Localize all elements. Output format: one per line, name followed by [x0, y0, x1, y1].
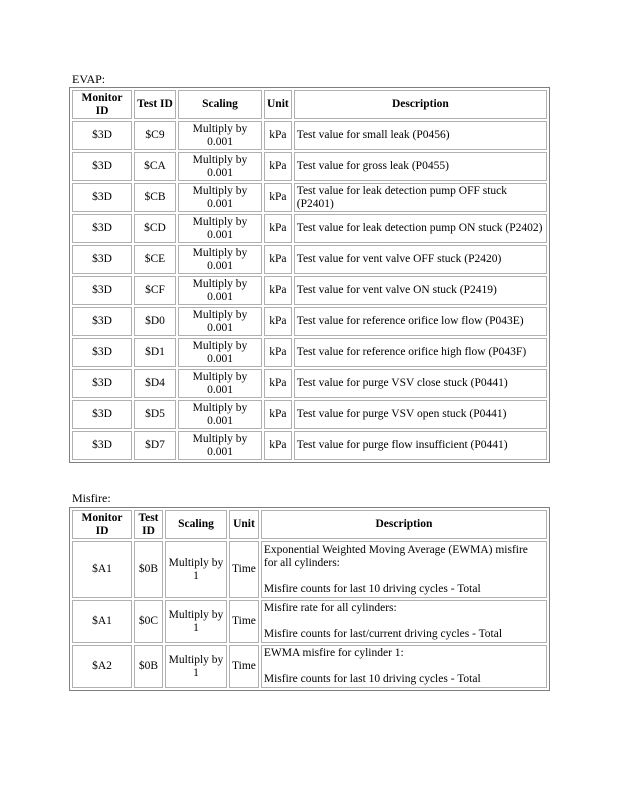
description-cell: Test value for vent valve OFF stuck (P2420)	[294, 245, 547, 274]
unit-cell: Time	[229, 541, 259, 598]
test-id-cell: $0C	[134, 600, 163, 643]
table-row	[72, 400, 547, 429]
header-description: Description	[294, 90, 547, 119]
header-monitor-id: Monitor ID	[72, 510, 132, 539]
test-id-cell: $D4	[134, 369, 176, 398]
table-row	[72, 338, 547, 367]
test-id-cell: $0B	[134, 541, 163, 598]
description-cell: Test value for purge flow insufficient (P0441)	[294, 431, 547, 460]
misfire-table	[69, 507, 550, 691]
table-row	[72, 307, 547, 336]
monitor-id-cell: $3D	[72, 431, 132, 460]
table-row	[72, 369, 547, 398]
description-cell	[261, 600, 547, 643]
monitor-id-cell: $3D	[72, 369, 132, 398]
header-scaling: Scaling	[178, 90, 262, 119]
monitor-id-cell: $A1	[72, 541, 132, 598]
test-id-cell: $CE	[134, 245, 176, 274]
unit-cell: kPa	[264, 245, 292, 274]
description-cell: Test value for gross leak (P0455)	[294, 152, 547, 181]
header-unit: Unit	[229, 510, 259, 539]
unit-cell: Time	[229, 600, 259, 643]
unit-cell: kPa	[264, 121, 292, 150]
unit-cell: kPa	[264, 152, 292, 181]
blank-line	[264, 615, 544, 628]
monitor-id-cell: $3D	[72, 214, 132, 243]
test-id-cell: $CF	[134, 276, 176, 305]
scaling-cell: Multiply by 0.001	[178, 431, 262, 460]
description-cell: Test value for small leak (P0456)	[294, 121, 547, 150]
test-id-cell: $D0	[134, 307, 176, 336]
test-id-cell: $D7	[134, 431, 176, 460]
table-row	[72, 121, 547, 150]
header-test-id: Test ID	[134, 90, 176, 119]
description-cell: Test value for reference orifice low flow (P043E)	[294, 307, 547, 336]
monitor-id-cell: $A1	[72, 600, 132, 643]
description-line: Misfire counts for last 10 driving cycles - Total	[263, 582, 481, 595]
monitor-id-cell: $3D	[72, 338, 132, 367]
unit-cell: kPa	[264, 338, 292, 367]
description-line: EWMA misfire for cylinder 1:	[263, 647, 404, 659]
description-cell: Test value for leak detection pump ON stuck (P2402)	[294, 214, 547, 243]
evap-section-label: EVAP:	[72, 72, 106, 86]
monitor-id-cell: $3D	[72, 152, 132, 181]
table-row	[72, 431, 547, 460]
description-line: Misfire rate for all cylinders:	[263, 602, 397, 614]
description-cell: Test value for purge VSV open stuck (P0441)	[294, 400, 547, 429]
misfire-section-label: Misfire:	[72, 491, 111, 505]
description-cell	[261, 645, 547, 688]
header-test-id: Test ID	[134, 510, 163, 539]
monitor-id-cell: $3D	[72, 183, 132, 212]
scaling-cell: Multiply by 0.001	[178, 400, 262, 429]
unit-cell: kPa	[264, 431, 292, 460]
table-row	[72, 541, 547, 598]
scaling-cell: Multiply by 0.001	[178, 183, 262, 212]
blank-line	[264, 570, 544, 583]
table-row	[72, 183, 547, 212]
monitor-id-cell: $3D	[72, 400, 132, 429]
monitor-id-cell: $3D	[72, 121, 132, 150]
description-line: Misfire counts for last/current driving cycles - Total	[263, 628, 503, 640]
table-row	[72, 276, 547, 305]
misfire-header-row	[72, 510, 547, 539]
unit-cell: kPa	[264, 183, 292, 212]
unit-cell: kPa	[264, 214, 292, 243]
monitor-id-cell: $A2	[72, 645, 132, 688]
header-scaling: Scaling	[165, 510, 227, 539]
monitor-id-cell: $3D	[72, 245, 132, 274]
scaling-cell: Multiply by 0.001	[178, 152, 262, 181]
scaling-cell: Multiply by 0.001	[178, 245, 262, 274]
test-id-cell: $C9	[134, 121, 176, 150]
description-cell	[261, 541, 547, 598]
unit-cell: kPa	[264, 307, 292, 336]
scaling-cell: Multiply by 0.001	[178, 307, 262, 336]
scaling-cell: Multiply by 1	[165, 600, 227, 643]
description-cell: Test value for reference orifice high flow (P043F)	[294, 338, 547, 367]
description-cell: Test value for leak detection pump OFF stuck (P2401)	[294, 183, 547, 212]
header-description: Description	[261, 510, 547, 539]
scaling-cell: Multiply by 0.001	[178, 369, 262, 398]
scaling-cell: Multiply by 0.001	[178, 121, 262, 150]
scaling-cell: Multiply by 0.001	[178, 338, 262, 367]
scaling-cell: Multiply by 0.001	[178, 214, 262, 243]
description-cell: Test value for purge VSV close stuck (P0441)	[294, 369, 547, 398]
test-id-cell: $CD	[134, 214, 176, 243]
monitor-id-cell: $3D	[72, 307, 132, 336]
table-row	[72, 152, 547, 181]
table-row	[72, 214, 547, 243]
unit-cell: Time	[229, 645, 259, 688]
test-id-cell: $D5	[134, 400, 176, 429]
scaling-cell: Multiply by 0.001	[178, 276, 262, 305]
unit-cell: kPa	[264, 400, 292, 429]
test-id-cell: $0B	[134, 645, 163, 688]
test-id-cell: $CB	[134, 183, 176, 212]
unit-cell: kPa	[264, 276, 292, 305]
test-id-cell: $D1	[134, 338, 176, 367]
table-row	[72, 600, 547, 643]
table-row	[72, 245, 547, 274]
description-cell: Test value for vent valve ON stuck (P2419)	[294, 276, 547, 305]
evap-header-row	[72, 90, 547, 119]
header-monitor-id: Monitor ID	[72, 90, 132, 119]
blank-line	[264, 660, 544, 673]
header-unit: Unit	[264, 90, 292, 119]
description-line: Exponential Weighted Moving Average (EWMA) misfire for all cylinders:	[263, 543, 528, 569]
description-line: Misfire counts for last 10 driving cycles - Total	[263, 673, 481, 685]
monitor-id-cell: $3D	[72, 276, 132, 305]
unit-cell: kPa	[264, 369, 292, 398]
scaling-cell: Multiply by 1	[165, 541, 227, 598]
table-row	[72, 645, 547, 688]
test-id-cell: $CA	[134, 152, 176, 181]
evap-table	[69, 87, 550, 463]
scaling-cell: Multiply by 1	[165, 645, 227, 688]
